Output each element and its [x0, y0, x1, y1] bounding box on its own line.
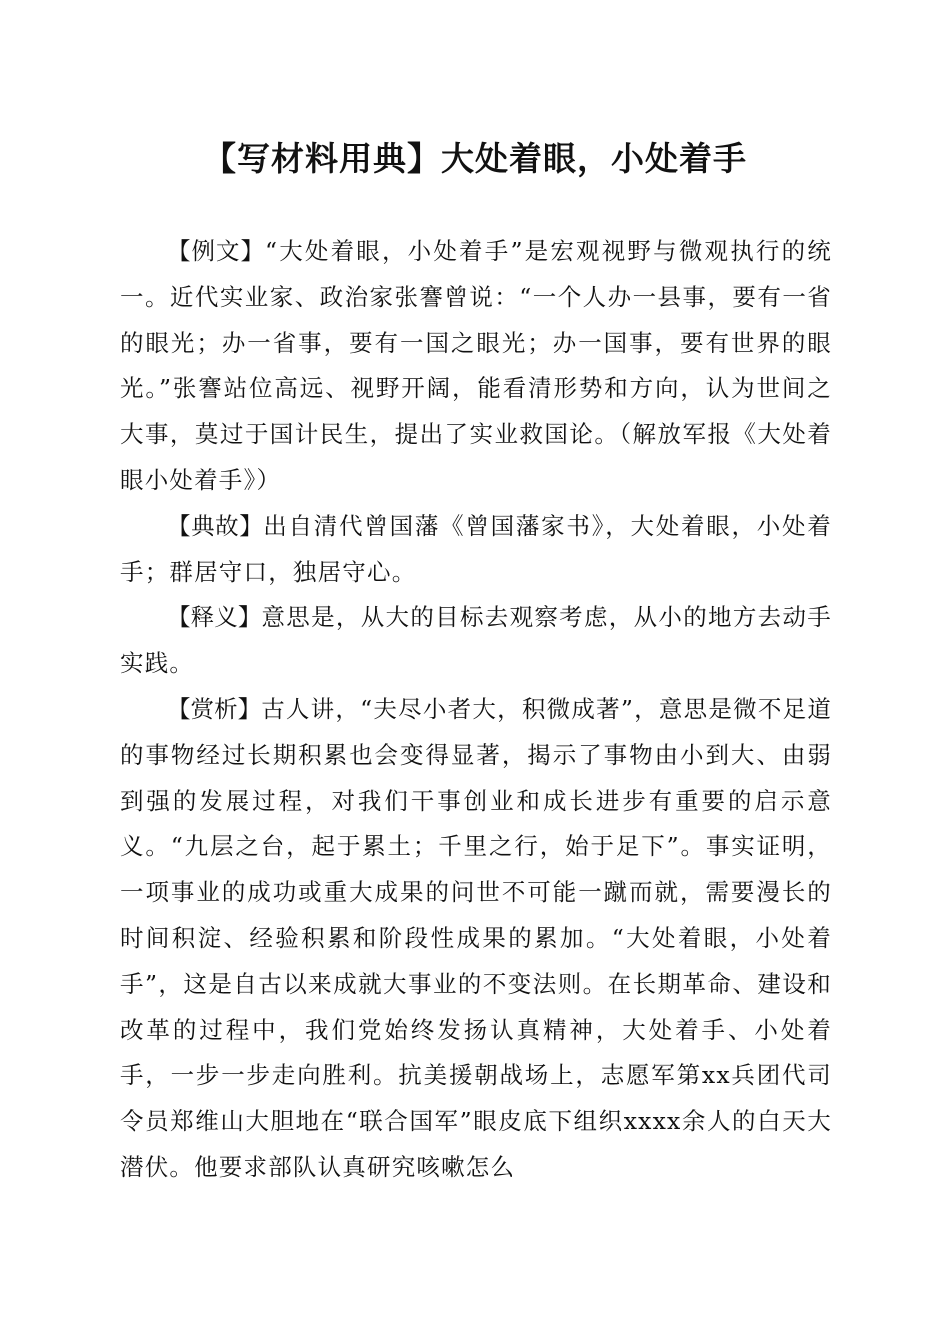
document-title: 【写材料用典】大处着眼，小处着手 — [203, 139, 747, 178]
paragraph-example — [120, 229, 832, 504]
paragraph-text: 古人讲，“夫尽小者大，积微成著”，意思是微不足道的事物经过长期积累也会变得显著，揭示了事物由小到大、由弱到强的发展过程，对我们干事创业和成长进步有重要的启示意义。“九层之台，起于累土；千里之行，始于足下”。事实证明，一项事业的成功或重大成果的问世不可能一蹴而就，需要漫长的时间积淀、经验积累和阶段性成果的累加。“大处着眼，小处着手”，这是自古以来成就大事业的不变法则。在长期革命、建设和改革的过程中，我们党始终发扬认真精神，大处着手、小处着手，一步一步走向胜利。抗美援朝战场上，志愿军第xx兵团代司令员郑维山大胆地在“联合国军”眼皮底下组织xxxx余人的白天大潜伏。他要求部队认真研究咳嗽怎么 — [120, 694, 833, 1181]
paragraph-text: “大处着眼，小处着手”是宏观视野与微观执行的统一。近代实业家、政治家张謇曾说：“一个人办一县事，要有一省的眼光；办一省事，要有一国之眼光；办一国事，要有世界的眼光。”张謇站位高远、视野开阔，能看清形势和方向，认为世间之大事，莫过于国计民生，提出了实业救国论。（解放军报《大处着眼小处着手》） — [120, 237, 832, 494]
paragraph-analysis — [120, 687, 832, 1191]
paragraph-text: 意思是，从大的目标去观察考虑，从小的地方去动手实践。 — [120, 603, 832, 678]
paragraph-text: 出自清代曾国藩《曾国藩家书》，大处着眼，小处着手；群居守口，独居守心。 — [120, 511, 833, 586]
paragraph-tag: 【例文】 — [167, 237, 265, 265]
paragraph-meaning — [120, 595, 832, 687]
paragraph-tag: 【释义】 — [167, 603, 262, 632]
paragraph-allusion — [120, 504, 832, 596]
paragraph-tag: 【赏析】 — [167, 694, 262, 723]
paragraph-tag: 【典故】 — [167, 511, 264, 540]
document-body — [120, 229, 832, 1191]
